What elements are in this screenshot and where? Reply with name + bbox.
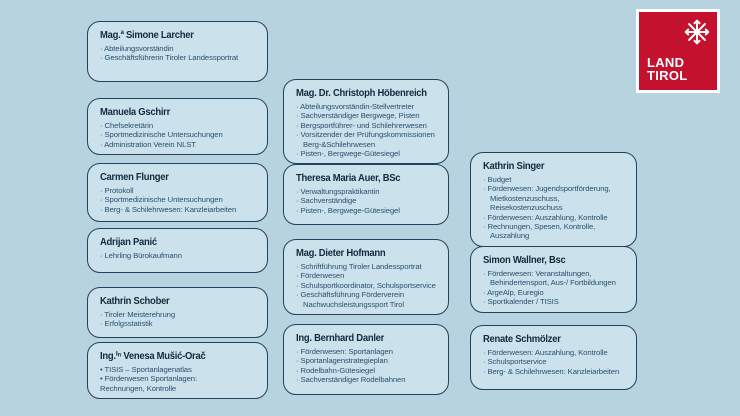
- person-name: Manuela Gschirr: [100, 106, 171, 118]
- person-name: Mag.ª Simone Larcher: [100, 29, 194, 41]
- org-box-wallner: [470, 246, 637, 313]
- role-item: · Abteilungsvorständin-Stellvertreter: [296, 102, 415, 111]
- logo-word-tirol: TIROL: [647, 68, 688, 84]
- role-item: • TISIS – Sportanlagenatlas: [100, 365, 192, 374]
- person-name: Mag. Dr. Christoph Höbenreich: [296, 87, 427, 99]
- person-name: Carmen Flunger: [100, 171, 169, 183]
- role-item: · Rechnungen, Spesen, Kontrolle, Auszahlung: [483, 221, 596, 241]
- org-box-venesa: [87, 342, 268, 399]
- role-item: · Tiroler Meisterehrung: [100, 310, 176, 319]
- land-tirol-logo: [636, 9, 720, 93]
- org-box-danler: [283, 324, 449, 395]
- role-item: · Förderwesen: Veranstaltungen, Behindertensport, Aus-/ Fortbildungen: [483, 269, 616, 288]
- org-box-hofmann: [283, 239, 449, 315]
- role-item: · Berg- & Schilehrwesen: Kanzleiarbeiten: [483, 366, 620, 376]
- role-item: · Budget: [483, 175, 512, 184]
- org-box-hoebenreich: [283, 79, 449, 164]
- role-item: · Chefsekretärin: [100, 121, 154, 130]
- role-item: · Förderwesen: Auszahlung, Kontrolle: [483, 348, 608, 357]
- role-item: · Abteilungsvorständin: [100, 44, 174, 53]
- role-item: · Sportkalender / TISIS: [483, 297, 559, 307]
- role-item: • Förderwesen Sportanlagen:: [100, 374, 197, 384]
- role-item: · Geschäftsführerin Tiroler Landessportrat: [100, 53, 239, 63]
- org-box-schmoelzer: [470, 325, 637, 390]
- org-box-schober: [87, 287, 268, 338]
- role-item: · Administration Verein NLST: [100, 139, 196, 149]
- person-name: Adrijan Panić: [100, 236, 157, 248]
- role-item: · Bergsportführer- und Schilehrerwesen: [296, 120, 427, 130]
- role-item: · Lehrling Bürokaufmann: [100, 251, 182, 260]
- role-item: · Geschäftsführung Förderverein Nachwuchsleistungssport Tirol: [296, 290, 404, 309]
- person-name: Theresa Maria Auer, BSc: [296, 172, 401, 184]
- role-item: · Protokoll: [100, 186, 134, 195]
- role-item: · Vorsitzender der Prüfungskommissionen Berg-&Schilehrwesen: [296, 130, 435, 149]
- person-name: Kathrin Schober: [100, 295, 170, 307]
- org-box-gschirr: [87, 98, 268, 155]
- person-name: Renate Schmölzer: [483, 333, 561, 345]
- tirol-eagle-icon: [682, 17, 712, 47]
- role-item: · Verwaltungspraktikantin: [296, 187, 380, 196]
- org-box-panic: [87, 228, 268, 273]
- role-item: · Schulsportservice: [483, 357, 547, 367]
- logo-word-land: LAND: [647, 54, 685, 70]
- role-item: · Förderwesen: Sportanlagen: [296, 347, 393, 356]
- role-item: · Pisten-, Bergwege-Gütesiegel: [296, 205, 400, 215]
- logo-red-square: [639, 12, 717, 90]
- person-name: Mag. Dieter Hofmann: [296, 247, 386, 259]
- role-item: · Pisten-, Bergwege-Gütesiegel: [296, 148, 400, 158]
- org-box-singer: [470, 152, 637, 247]
- role-item: · Förderwesen: [296, 271, 345, 281]
- org-box-flunger: [87, 163, 268, 222]
- person-name: Kathrin Singer: [483, 160, 545, 172]
- org-box-auer: [283, 164, 449, 225]
- role-item: · Förderwesen: Jugendsportförderung, Mietkostenzuschuss, Reisekostenzuschuss: [483, 184, 611, 213]
- person-name: Ing.ⁱⁿ Venesa Mušić-Orač: [100, 350, 206, 362]
- role-item: · Sachverständige: [296, 196, 357, 206]
- role-item: · Schulsportkoordinator, Schulsportservice: [296, 280, 436, 290]
- role-item: · Sportmedizinische Untersuchungen: [100, 130, 223, 140]
- role-item: · Förderwesen: Auszahlung, Kontrolle: [483, 212, 608, 222]
- role-item: · Rodelbahn-Gütesiegel: [296, 365, 375, 375]
- person-name: Simon Wallner, Bsc: [483, 254, 566, 266]
- role-item: · Sportmedizinische Untersuchungen: [100, 195, 223, 205]
- role-item: Rechnungen, Kontrolle: [100, 383, 177, 393]
- role-item: · Sachverständiger Bergwege, Pisten: [296, 111, 420, 121]
- role-item: · Sachverständiger Rodelbahnen: [296, 375, 406, 385]
- logo-wordmark: [647, 56, 688, 83]
- role-item: · Sportanlagenstrategieplan: [296, 356, 388, 366]
- role-item: · ArgeAlp, Euregio: [483, 287, 544, 297]
- person-name: Ing. Bernhard Danler: [296, 332, 385, 344]
- role-item: · Berg- & Schilehrwesen: Kanzleiarbeiten: [100, 204, 237, 214]
- role-item: · Schriftführung Tiroler Landessportrat: [296, 262, 422, 271]
- role-item: · Erfolgsstatistik: [100, 319, 153, 329]
- org-box-larcher: [87, 21, 268, 82]
